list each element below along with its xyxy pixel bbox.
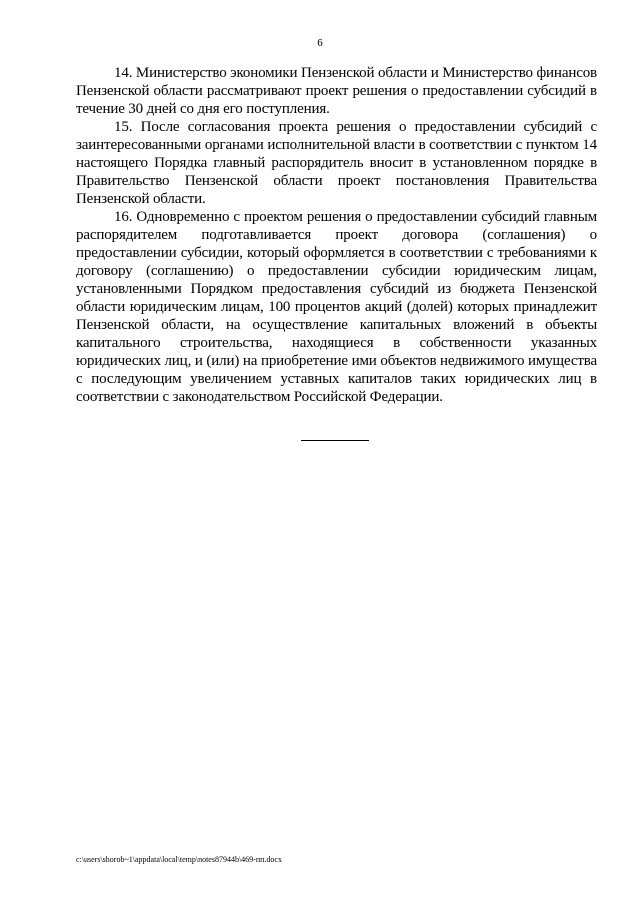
page-number: 6 [317,37,323,49]
document-body [76,64,597,406]
paragraph-16: 16. Одновременно с проектом решения о предоставлении субсидий главным распорядителем подготавливается проект договора (соглашения) о предоставлении субсидии, который оформляется в соответствии с требованиями к договору (соглашению) о предоставлении субсидии юридическим лицам, установленными Порядком предоставления субсидий из бюджета Пензенской области юридическим лицам, 100 процентов акций (долей) которых принадлежит Пензенской области, на осуществление капитальных вложений в объекты капитального строительства, находящиеся в собственности указанных юридических лиц, и (или) на приобретение ими объектов недвижимого имущества с последующим увеличением уставных капиталов таких юридических лиц в соответствии с законодательством Российской Федерации. [76,209,597,405]
paragraph-14: 14. Министерство экономики Пензенской области и Министерство финансов Пензенской области рассматривают проект решения о предоставлении субсидий в течение 30 дней со дня его поступления. [76,65,597,117]
end-separator-line [301,440,369,441]
paragraph-15: 15. После согласования проекта решения о предоставлении субсидий с заинтересованными органами исполнительной власти в соответствии с пунктом 14 настоящего Порядка главный распорядитель вносит в установленном порядке в Правительство Пензенской области проект постановления Правительства Пензенской области. [76,119,597,207]
footer-file-path: c:\users\shorob~1\appdata\local\temp\notes87944b\469-пп.docx [76,855,282,864]
